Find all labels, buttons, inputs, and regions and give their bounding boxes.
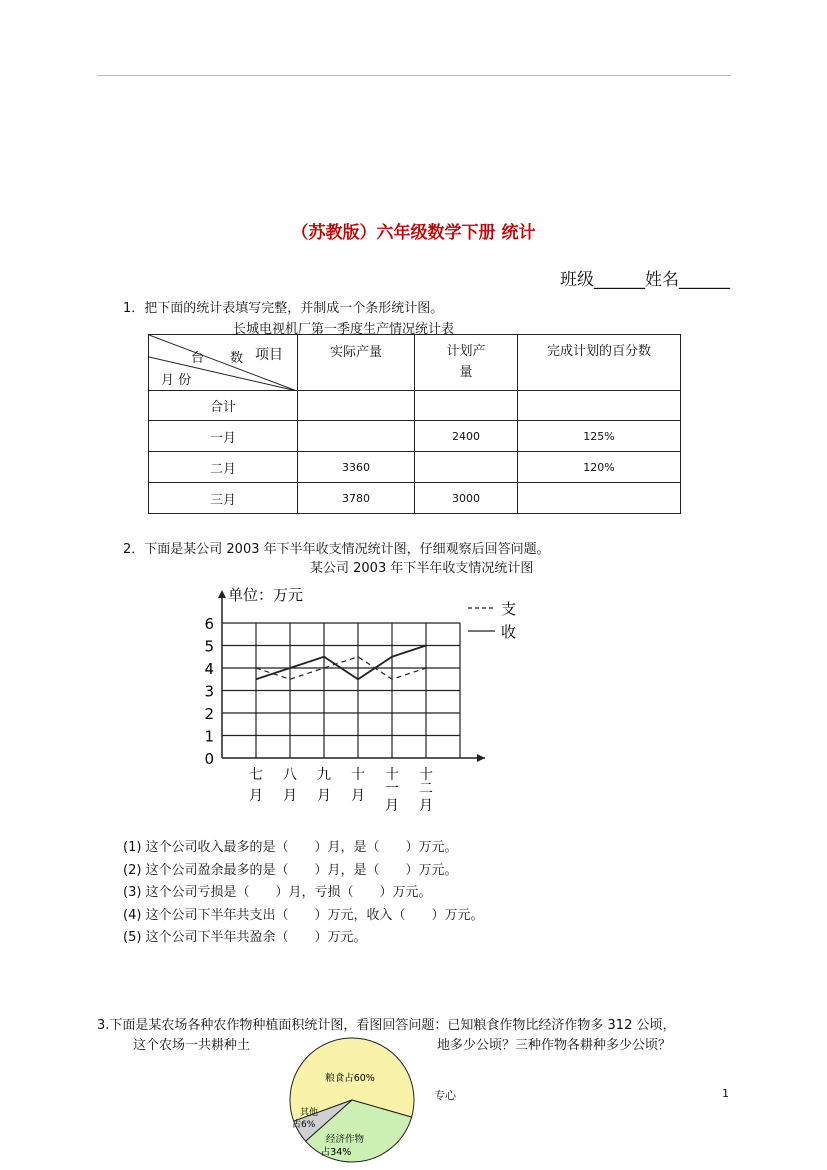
q2-question: (1) 这个公司收入最多的是（ ）月，是（ ）万元。 [123, 840, 458, 855]
legend-income-label: 收 [501, 623, 517, 641]
row-label: 二月 [149, 452, 298, 483]
corner-item-label: 项目 [255, 347, 283, 363]
header-actual: 实际产量 [298, 335, 415, 391]
q3-prompt-line2b: 地多少公顷？三种作物各耕种多少公顷？ [437, 1038, 672, 1053]
cell-percent[interactable] [518, 483, 681, 514]
x-tick-label: 十 [351, 767, 365, 783]
cell-actual[interactable] [298, 421, 415, 452]
x-tick-label: 七 [249, 767, 263, 783]
x-tick-label: 月 [317, 788, 331, 804]
y-tick-label: 3 [204, 682, 214, 701]
legend-expense-label: 支 [501, 600, 517, 618]
q1-prompt: 1．把下面的统计表填写完整，并制成一个条形统计图。 [123, 301, 444, 316]
corner-units-label: 台 数 [191, 351, 244, 366]
x-tick-label: 十 [385, 767, 399, 783]
pie-label-other-2: 占6% [292, 1120, 316, 1130]
cell-plan: 2400 [415, 421, 518, 452]
q2-question: (3) 这个公司亏损是（ ）月，亏损（ ）万元。 [123, 885, 432, 900]
cell-percent: 125% [518, 421, 681, 452]
q1-table-title: 长城电视机厂第一季度生产情况统计表 [233, 322, 455, 337]
y-tick-label: 0 [204, 750, 214, 768]
cell-plan[interactable] [415, 391, 518, 421]
top-rule [97, 75, 731, 76]
x-tick-label: 月 [283, 788, 297, 804]
crop-area-pie-chart [282, 1030, 422, 1170]
page-title: （苏教版）六年级数学下册 统计 [291, 223, 536, 243]
q2-question-list [123, 836, 484, 949]
header-plan: 计划产量 [415, 335, 518, 391]
pie-label-grain: 粮食占60% [325, 1073, 375, 1084]
y-unit-label: 单位：万元 [228, 586, 304, 604]
y-axis-arrow [218, 590, 226, 598]
row-label: 三月 [149, 483, 298, 514]
x-tick-label: 月 [249, 788, 263, 804]
header-percent: 完成计划的百分数 [518, 335, 681, 391]
class-name-line: 班级______姓名______ [560, 270, 730, 290]
corner-header-cell [149, 335, 298, 391]
corner-month-label: 月 份 [161, 373, 192, 388]
pie-label-other-1: 其他 [300, 1108, 319, 1118]
q2-question: (5) 这个公司下半年共盈余（ ）万元。 [123, 930, 367, 945]
production-table [148, 334, 681, 514]
income-series-line [256, 646, 426, 680]
y-tick-label: 1 [204, 727, 214, 746]
cell-percent[interactable] [518, 391, 681, 421]
y-tick-label: 4 [204, 660, 214, 678]
income-expense-chart [195, 578, 535, 818]
chart-title: 某公司 2003 年下半年收支情况统计图 [310, 561, 534, 576]
cell-plan: 3000 [415, 483, 518, 514]
cell-actual: 3360 [298, 452, 415, 483]
x-tick-label: 月 [419, 798, 433, 814]
x-tick-label: 八 [283, 767, 297, 783]
q2-question: (2) 这个公司盈余最多的是（ ）月，是（ ）万元。 [123, 862, 458, 878]
x-tick-label: 月 [385, 798, 399, 814]
footer-left: 专心 [434, 1089, 456, 1102]
pie-label-economic-2: 占34% [320, 1147, 352, 1158]
y-tick-label: 5 [204, 637, 214, 656]
cell-actual: 3780 [298, 483, 415, 514]
q3-prompt-line2a: 这个农场一共耕种土 [133, 1038, 251, 1053]
q3-prompt-line1: 3.下面是某农场各种农作物种植面积统计图，看图回答问题：已知粮食作物比经济作物多 312 公顷， [97, 1018, 676, 1033]
cell-actual[interactable] [298, 391, 415, 421]
x-tick-label: 十 [419, 767, 433, 783]
cell-plan[interactable] [415, 452, 518, 483]
y-tick-label: 2 [204, 705, 214, 723]
y-tick-label: 6 [204, 615, 214, 633]
x-axis-arrow [477, 754, 485, 762]
row-label: 合计 [149, 391, 298, 421]
x-tick-label: 一 [385, 781, 399, 797]
page-number: 1 [722, 1087, 729, 1100]
x-tick-label: 二 [419, 781, 433, 797]
q2-prompt: 2．下面是某公司 2003 年下半年收支情况统计图，仔细观察后回答问题。 [123, 542, 550, 557]
q2-question: (4) 这个公司下半年共支出（ ）万元，收入（ ）万元。 [123, 907, 484, 923]
row-label: 一月 [149, 421, 298, 452]
pie-label-economic-1: 经济作物 [325, 1134, 365, 1145]
x-tick-label: 九 [317, 767, 331, 783]
cell-percent: 120% [518, 452, 681, 483]
x-tick-label: 月 [351, 788, 365, 804]
